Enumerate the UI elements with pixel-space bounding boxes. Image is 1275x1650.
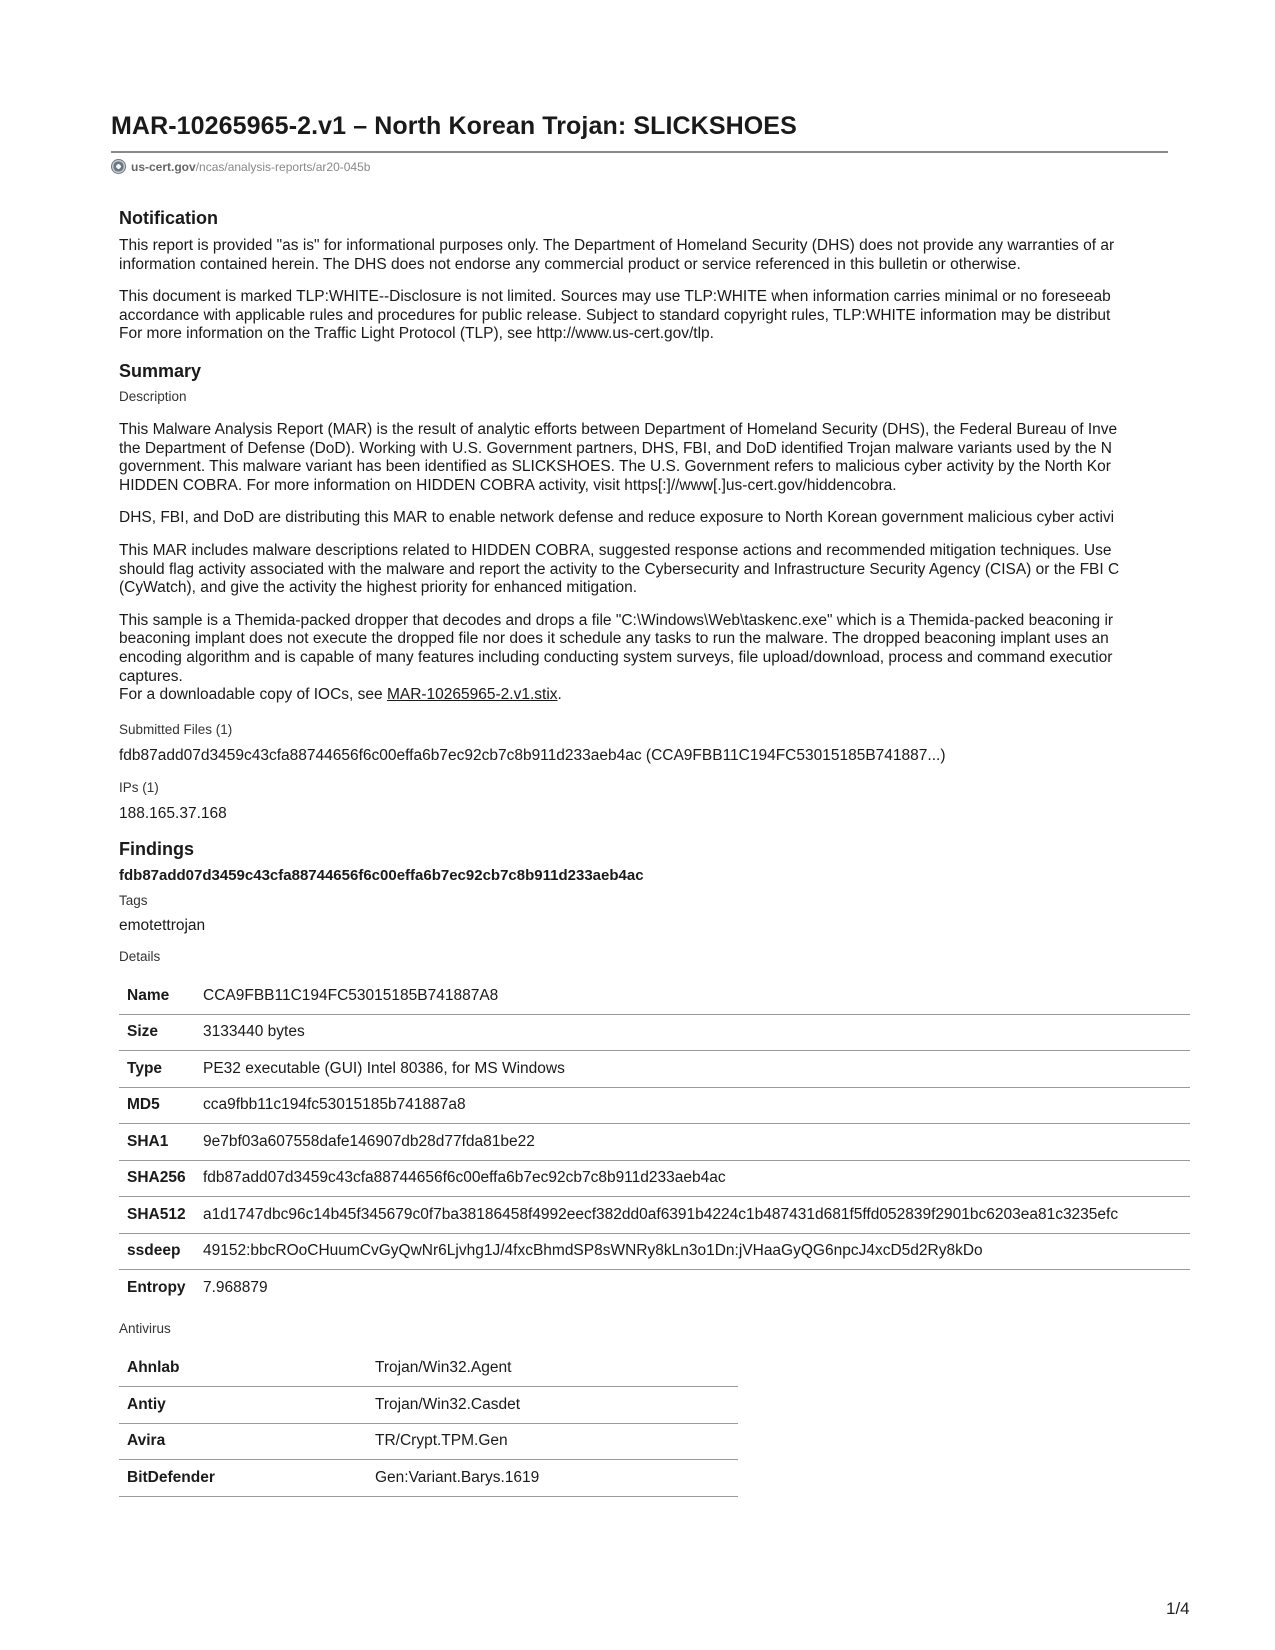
text-line: accordance with applicable rules and procedures for public release. Subject to standard copyright rules, TLP:WHITE information may be distribut bbox=[119, 306, 1111, 324]
submitted-file: fdb87add07d3459c43cfa88744656f6c00effa6b7ec92cb7c8b911d233aeb4ac (CCA9FBB11C194FC53015185B741887...) bbox=[119, 746, 946, 764]
report-body bbox=[119, 205, 1190, 1585]
text-line: government. This malware variant has been identified as SLICKSHOES. The U.S. Government refers to malicious cyber activity by the North Kor bbox=[119, 458, 1111, 476]
summary-paragraph-1 bbox=[119, 421, 1190, 495]
av-result: Trojan/Win32.Casdet bbox=[367, 1387, 738, 1424]
av-engine: Avira bbox=[119, 1423, 367, 1460]
table-row bbox=[119, 1087, 1190, 1124]
summary-heading: Summary bbox=[119, 360, 202, 381]
details-label: Details bbox=[119, 948, 161, 964]
ip-address: 188.165.37.168 bbox=[119, 804, 227, 822]
av-engine: Antiy bbox=[119, 1387, 367, 1424]
table-row bbox=[119, 1423, 738, 1460]
av-engine: BitDefender bbox=[119, 1460, 367, 1497]
text-line: This sample is a Themida-packed dropper that decodes and drops a file "C:\Windows\Web\taskenc.exe" which is a Themida-packed beaconing ir bbox=[119, 611, 1114, 629]
text-line: This Malware Analysis Report (MAR) is the result of analytic efforts between Department of Homeland Security (DHS), the Federal Bureau of Inve bbox=[119, 420, 1118, 438]
detail-value: 3133440 bytes bbox=[199, 1014, 1190, 1051]
table-row bbox=[119, 1124, 1190, 1161]
title-divider bbox=[111, 151, 1168, 153]
text-line: should flag activity associated with the malware and report the activity to the Cybersecurity and Infrastructure Security Agency (CISA) or the FBI C bbox=[119, 560, 1120, 578]
findings-hash: fdb87add07d3459c43cfa88744656f6c00effa6b7ec92cb7c8b911d233aeb4ac bbox=[119, 866, 644, 884]
detail-key: Type bbox=[119, 1051, 199, 1088]
detail-key: MD5 bbox=[119, 1087, 199, 1124]
ioc-line bbox=[119, 686, 1190, 705]
source-domain: us-cert.gov bbox=[131, 159, 196, 174]
details-table bbox=[119, 978, 1190, 1307]
table-row bbox=[119, 1270, 1190, 1307]
tags-label: Tags bbox=[119, 892, 148, 908]
description-label: Description bbox=[119, 388, 187, 404]
table-row bbox=[119, 1051, 1190, 1088]
table-row bbox=[119, 1350, 738, 1387]
table-row bbox=[119, 1460, 738, 1497]
antivirus-table bbox=[119, 1350, 738, 1497]
notification-paragraph-2 bbox=[119, 288, 1190, 344]
table-row bbox=[119, 1014, 1190, 1051]
summary-paragraph-3 bbox=[119, 542, 1190, 598]
detail-value: PE32 executable (GUI) Intel 80386, for MS Windows bbox=[199, 1051, 1190, 1088]
detail-key: ssdeep bbox=[119, 1233, 199, 1270]
summary-paragraph-4 bbox=[119, 612, 1190, 705]
table-row bbox=[119, 1233, 1190, 1270]
antivirus-label: Antivirus bbox=[119, 1321, 171, 1337]
notification-heading: Notification bbox=[119, 208, 218, 228]
text-line: the Department of Defense (DoD). Working with U.S. Government partners, DHS, FBI, and DoD identified Trojan malware variants used by the N bbox=[119, 439, 1112, 457]
ioc-suffix: . bbox=[557, 686, 562, 704]
detail-value: CCA9FBB11C194FC53015185B741887A8 bbox=[199, 978, 1190, 1015]
text-line: This MAR includes malware descriptions related to HIDDEN COBRA, suggested response actions and recommended mitigation techniques. Use bbox=[119, 541, 1112, 559]
detail-key: Entropy bbox=[127, 1279, 186, 1297]
av-result: TR/Crypt.TPM.Gen bbox=[367, 1423, 738, 1460]
detail-value: cca9fbb11c194fc53015185b741887a8 bbox=[199, 1087, 1190, 1124]
ioc-prefix: For a downloadable copy of IOCs, see bbox=[119, 686, 387, 704]
table-row bbox=[119, 1197, 1190, 1234]
detail-value: fdb87add07d3459c43cfa88744656f6c00effa6b7ec92cb7c8b911d233aeb4ac bbox=[199, 1160, 1190, 1197]
text-line: (CyWatch), and give the activity the highest priority for enhanced mitigation. bbox=[119, 579, 638, 597]
page-title: MAR-10265965-2.v1 – North Korean Trojan: SLICKSHOES bbox=[111, 112, 797, 140]
text-line: captures. bbox=[119, 667, 183, 685]
table-row bbox=[119, 1160, 1190, 1197]
notification-paragraph-1 bbox=[119, 237, 1190, 274]
detail-value: 9e7bf03a607558dafe146907db28d77fda81be22 bbox=[199, 1124, 1190, 1161]
text-line: beaconing implant does not execute the dropped file nor does it schedule any tasks to run the malware. The dropped beaconing implant uses an bbox=[119, 630, 1109, 648]
av-result: Trojan/Win32.Agent bbox=[367, 1350, 738, 1387]
table-row bbox=[119, 978, 1190, 1015]
table-row bbox=[119, 1387, 738, 1424]
findings-heading: Findings bbox=[119, 838, 194, 859]
text-line: This report is provided "as is" for informational purposes only. The Department of Homeland Security (DHS) does not provide any warranties of ar bbox=[119, 237, 1115, 254]
detail-key: Name bbox=[119, 978, 199, 1015]
text-line: For more information on the Traffic Light Protocol (TLP), see http://www.us-cert.gov/tlp. bbox=[119, 325, 714, 343]
detail-key: Size bbox=[119, 1014, 199, 1051]
text-line: This document is marked TLP:WHITE--Disclosure is not limited. Sources may use TLP:WHITE when information carries minimal or no foreseeab bbox=[119, 288, 1111, 306]
detail-value: 7.968879 bbox=[203, 1279, 268, 1297]
av-result: Gen:Variant.Barys.1619 bbox=[367, 1460, 738, 1497]
detail-key: SHA1 bbox=[119, 1124, 199, 1161]
text-line: HIDDEN COBRA. For more information on HIDDEN COBRA activity, visit https[:]//www[.]us-cert.gov/hiddencobra. bbox=[119, 476, 897, 494]
source-path: /ncas/analysis-reports/ar20-045b bbox=[195, 159, 371, 174]
text-line: encoding algorithm and is capable of many features including conducting system surveys, file upload/download, process and command executior bbox=[119, 648, 1113, 666]
summary-paragraph-2 bbox=[119, 509, 1190, 528]
text-line: information contained herein. The DHS does not endorse any commercial product or service referenced in this bulletin or otherwise. bbox=[119, 255, 1021, 273]
text-line: DHS, FBI, and DoD are distributing this MAR to enable network defense and reduce exposure to North Korean government malicious cyber activi bbox=[119, 509, 1115, 527]
source-url[interactable] bbox=[111, 159, 370, 174]
stix-download-link[interactable]: MAR-10265965-2.v1.stix bbox=[386, 686, 558, 704]
detail-value: a1d1747dbc96c14b45f345679c0f7ba38186458f4992eecf382dd0af6391b4224c1b487431d681f5ffd052839f2901bc6203ea81c3235efc bbox=[199, 1197, 1190, 1234]
page-number: 1/4 bbox=[1166, 1599, 1190, 1618]
tag-value: emotettrojan bbox=[119, 916, 206, 934]
submitted-files-label: Submitted Files (1) bbox=[119, 721, 233, 737]
ips-label: IPs (1) bbox=[119, 779, 159, 795]
av-engine: Ahnlab bbox=[119, 1350, 367, 1387]
detail-key: SHA512 bbox=[119, 1197, 199, 1234]
site-favicon-icon bbox=[111, 159, 126, 174]
detail-key: SHA256 bbox=[119, 1160, 199, 1197]
detail-value: 49152:bbcROoCHuumCvGyQwNr6Ljvhg1J/4fxcBhmdSP8sWNRy8kLn3o1Dn:jVHaaGyQG6npcJ4xcD5d2Ry8kDo bbox=[199, 1233, 1190, 1270]
